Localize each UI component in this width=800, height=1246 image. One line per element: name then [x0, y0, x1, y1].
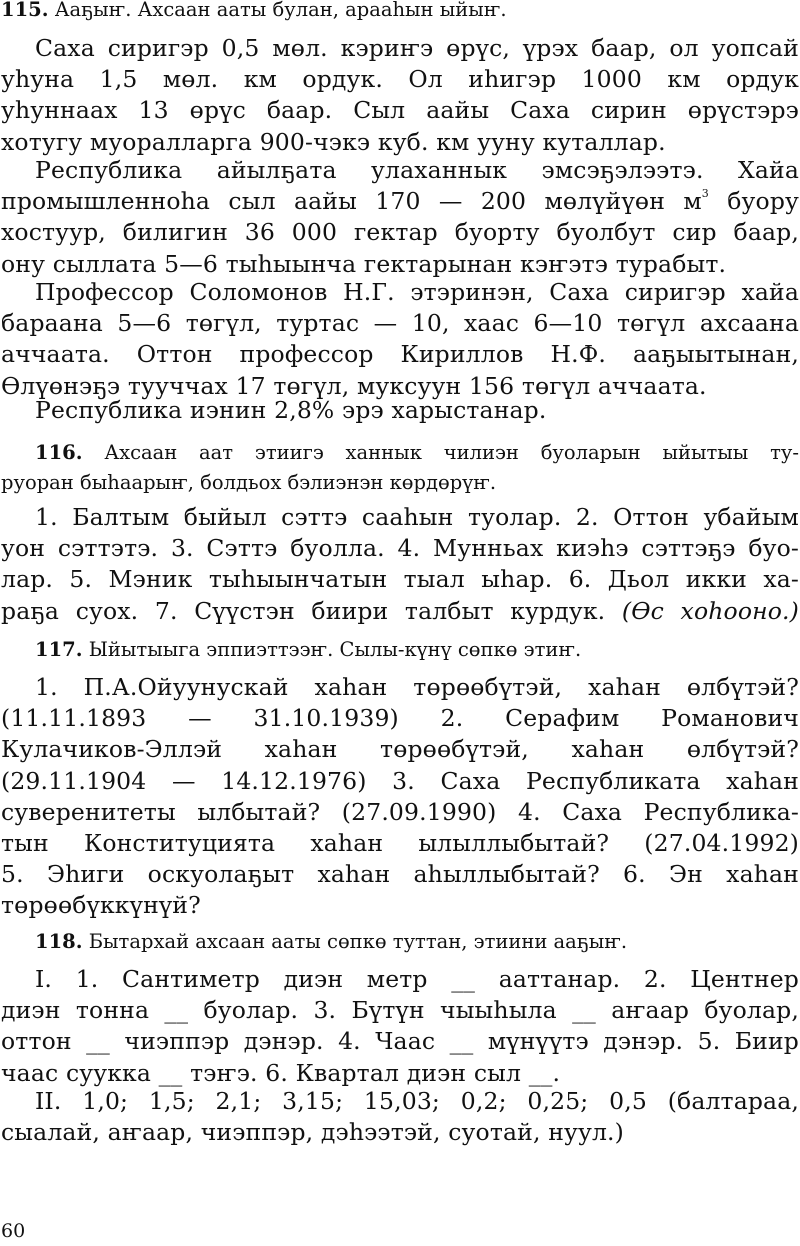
- exercise-115: [1, 0, 799, 24]
- exercise-number: 116.: [35, 441, 83, 464]
- exercise-115-paragraph-1: [1, 33, 799, 158]
- exercise-115-task: 115. Ааҕыҥ. Ахсаан ааты булан, арааһын ыйыҥ.: [1, 0, 507, 21]
- text-line: диэн тонна __ буолар. 3. Бүтүн чыыһыла __ аҥаар буолар,: [1, 996, 799, 1025]
- text-line: I. 1. Сантиметр диэн метр __ ааттанар. 2. Центнер: [35, 965, 799, 993]
- exercise-117: [1, 636, 799, 664]
- exercise-118-part-1: [1, 964, 799, 1089]
- exercise-118: [1, 928, 799, 956]
- exercise-118-task: 118. Бытархай ахсаан ааты сөпкө туттан, этиини ааҕыҥ.: [35, 930, 628, 953]
- text-line: Өлүөнэҕэ тууччах 17 төгүл, муксуун 156 төгүл аччаата.: [1, 371, 707, 400]
- text-line: (29.11.1904 — 14.12.1976) 3. Саха Республиката хаһан: [1, 766, 799, 795]
- text-line: Республика айылҕата улаханнык эмсэҕэлээтэ. Хайа: [35, 156, 799, 184]
- text-line: оттон __ чиэппэр дэнэр. 4. Чаас __ мүнүүтэ дэнэр. 5. Биир: [1, 1027, 799, 1056]
- exercise-number: 115.: [1, 0, 49, 21]
- text-line: II. 1,0; 1,5; 2,1; 3,15; 15,03; 0,2; 0,25; 0,5 (балтараа,: [35, 1087, 799, 1115]
- exercise-116-task: 116. Ахсаан аат этиигэ ханнык чилиэн буоларын ыйытыы ту- руоран быһаарыҥ, болдьох бэлиэнэн көрдөрүҥ.: [1, 441, 799, 494]
- text-line: уһуннаах 13 өрүс баар. Сыл аайы Саха сирин өрүстэрэ: [1, 96, 799, 125]
- text-line: лар. 5. Мэник тыһыынчатын тыал ыһар. 6. Дьол икки ха-: [1, 565, 799, 594]
- text-line: уһуна 1,5 мөл. км ордук. Ол иһигэр 1000 км ордук: [1, 65, 799, 94]
- text-line: ону сыллата 5—6 тыһыынча гектарынан кэҥэтэ турабыт.: [1, 249, 727, 278]
- text-line: Кулачиков-Эллэй хаһан төрөөбүтэй, хаһан өлбүтэй?: [1, 735, 799, 764]
- text-line: чаас суукка __ тэҥэ. 6. Квартал диэн сыл __.: [1, 1058, 561, 1087]
- text-line: Республика иэнин 2,8% эрэ харыстанар.: [35, 396, 547, 424]
- text-line: тын Конституцията хаһан ылыллыбытай? (27.04.1992): [1, 829, 799, 858]
- text-line: 5. Эһиги оскуолаҕыт хаһан аһыллыбытай? 6. Эн хаһан: [1, 860, 799, 889]
- exercise-115-paragraph-3: [1, 277, 799, 402]
- exercise-115-paragraph-4: [1, 395, 799, 426]
- text-line: уон сэттэтэ. 3. Сэттэ буолла. 4. Мунньах киэһэ сэттэҕэ буо-: [1, 534, 799, 563]
- text-line: (11.11.1893 — 31.10.1939) 2. Серафим Романович: [1, 704, 799, 733]
- text-line: сыалай, аҥаар, чиэппэр, дэһээтэй, суотай, нуул.): [1, 1118, 624, 1147]
- proverb-source: (Өс хоһооно.): [621, 596, 799, 625]
- text-line: хотугу муоралларга 900-чэкэ куб. км ууну куталлар.: [1, 127, 666, 156]
- page-number: 60: [1, 1220, 26, 1242]
- exercise-115-paragraph-2: [1, 155, 799, 280]
- text-line: промышленноһа сыл аайы 170 — 200 мөлүйүөн $м^3$ буору: [1, 187, 799, 216]
- text-line: 1. П.А.Ойуунускай хаһан төрөөбүтэй, хаһан өлбүтэй?: [35, 673, 799, 701]
- exercise-117-questions: [1, 672, 799, 922]
- exercise-number: 118.: [35, 930, 83, 953]
- text-line: раҕа суох. 7. Сүүстэн биири талбыт курдук. (Өс хоһооно.): [1, 596, 799, 625]
- superscript: 3: [701, 187, 709, 201]
- text-line: Профессор Соломонов Н.Г. этэринэн, Саха сиригэр хайа: [35, 278, 799, 306]
- exercise-118-part-2: [1, 1086, 799, 1148]
- exercise-116-sentences: [1, 502, 799, 627]
- text-line: бараана 5—6 төгүл, туртас — 10, хаас 6—10 төгүл ахсаана: [1, 309, 799, 338]
- text-line: аччаата. Оттон профессор Кириллов Н.Ф. ааҕыытынан,: [1, 340, 799, 369]
- text-line: Саха сиригэр 0,5 мөл. кэриҥэ өрүс, үрэх баар, ол уопсай: [35, 34, 799, 62]
- text-line: 1. Балтым быйыл сэттэ сааһын туолар. 2. Оттон убайым: [35, 503, 799, 531]
- exercise-number: 117.: [35, 638, 83, 661]
- exercise-117-task: 117. Ыйытыыга эппиэттээҥ. Сылы-күнү сөпкө этиҥ.: [35, 638, 582, 661]
- text-line: төрөөбүккүнүй?: [1, 891, 201, 920]
- text-line: хостуур, билигин 36 000 гектар буорту буолбут сир баар,: [1, 218, 799, 247]
- text-line: суверенитеты ылбытай? (27.09.1990) 4. Саха Республика-: [1, 797, 799, 826]
- exercise-116: [1, 438, 799, 498]
